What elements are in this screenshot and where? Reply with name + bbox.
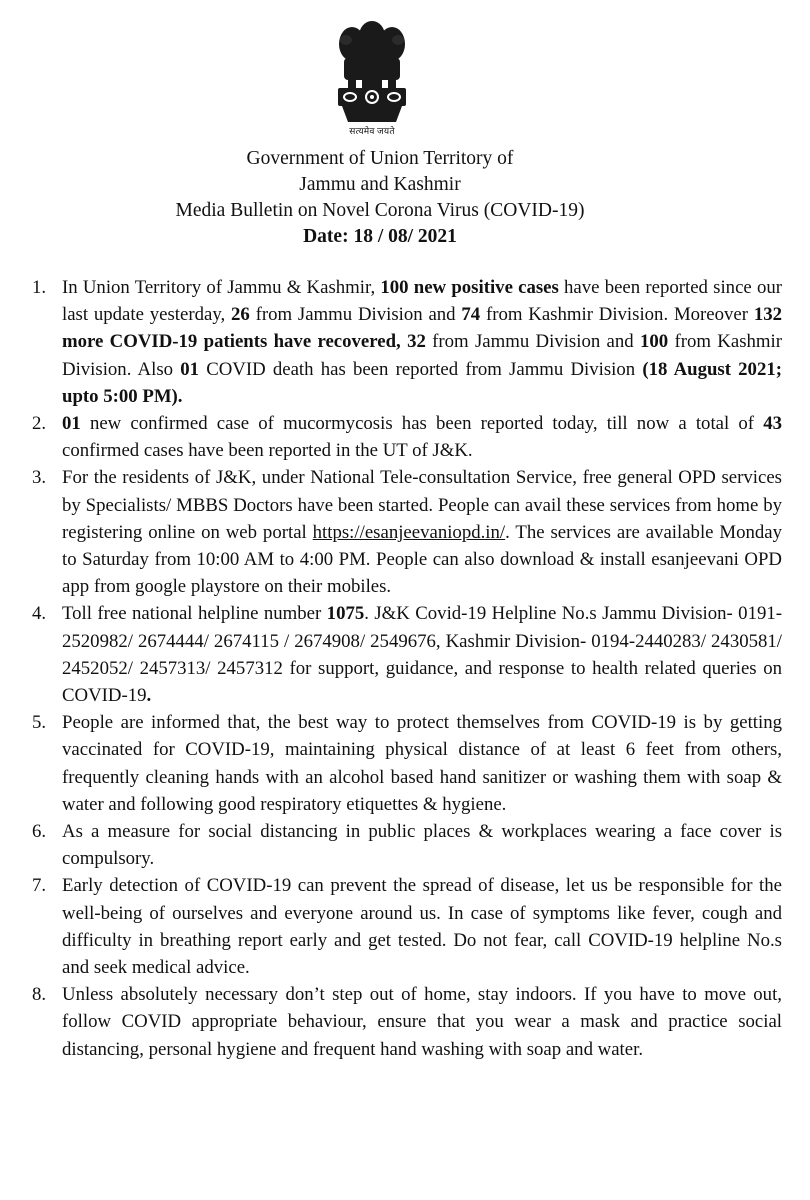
point-7 <box>0 872 810 981</box>
point-bold: . <box>146 685 152 707</box>
point-text: Toll free national helpline number <box>62 603 327 625</box>
point-bold: 01 <box>180 358 199 380</box>
point-1 <box>0 274 810 410</box>
point-bold: 100 <box>639 331 669 353</box>
bulletin-header <box>0 146 760 250</box>
national-emblem-icon <box>322 14 422 136</box>
point-number: 8. <box>32 984 47 1006</box>
portal-link[interactable]: https://esanjeevaniopd.in/ <box>312 521 506 543</box>
point-text: . The services are available Monday to Saturday from 10:00 AM to 4:00 PM. People can also download & install esanjeevani OPD app from google playstore on their mobiles. <box>62 521 782 598</box>
point-text: have been reported since our last update yesterday, <box>62 277 782 326</box>
point-5 <box>0 709 810 818</box>
point-text: As a measure for social distancing in public places & workplaces wearing a face cover is compulsory. <box>62 821 782 870</box>
point-number: 3. <box>32 467 47 489</box>
point-bold: 26 <box>231 304 250 326</box>
point-text: COVID death has been reported from Jammu Division <box>199 358 643 380</box>
point-bold: 132 more COVID-19 patients have recovered, <box>62 304 782 353</box>
point-text: . J&K Covid-19 Helpline No.s Jammu Division- 0191-2520982/ 2674444/ 2674115 / 2674908/ 2549676, Kashmir Division- 0194-2440283/ 2430581/ 2452052/ 2457313/ 2457312 for support, guidance, and response to health related queries on COVID-19 <box>62 603 782 707</box>
point-text: For the residents of J&K, under National Tele-consultation Service, free general OPD services by Specialists/ MBBS Doctors have been started. People can avail these services from home by registering online on web portal <box>62 467 782 543</box>
point-number: 4. <box>32 603 47 625</box>
header-government: Government of Union Territory of <box>246 148 514 169</box>
point-bold: 1075 <box>326 603 365 625</box>
point-text: confirmed cases have been reported in the UT of J&K. <box>62 440 473 462</box>
point-2 <box>0 410 810 464</box>
header-territory: Jammu and Kashmir <box>299 174 461 195</box>
point-3 <box>0 464 810 600</box>
bulletin-points <box>0 274 810 1063</box>
emblem-motto: सत्यमेव जयते <box>349 126 395 136</box>
point-number: 5. <box>32 712 47 734</box>
header-bulletin-title: Media Bulletin on Novel Corona Virus (COVID-19) <box>175 200 585 221</box>
point-text: new confirmed case of mucormycosis has been reported today, till now a total of <box>80 413 764 435</box>
point-text: In Union Territory of Jammu & Kashmir, <box>62 277 381 298</box>
point-text: Unless absolutely necessary don’t step out of home, stay indoors. If you have to move out, follow COVID appropriate behaviour, ensure that you wear a mask and practice social distancing, personal hygiene and frequent hand washing with soap and water. <box>62 984 782 1060</box>
point-bold: 32 <box>407 331 426 353</box>
point-text: from Jammu Division and <box>249 304 462 326</box>
point-number: 7. <box>32 875 47 897</box>
point-bold: 01 <box>62 413 81 435</box>
point-8 <box>0 981 810 1063</box>
point-text: People are informed that, the best way to protect themselves from COVID-19 is by getting vaccinated for COVID-19, maintaining physical distance of at least 6 feet from others, frequently cleaning hands with an alcohol based hand sanitizer or washing them with soap & water and following good respiratory etiquettes & hygiene. <box>62 712 782 815</box>
point-bold: 43 <box>763 413 782 435</box>
point-bold: (18 August 2021; upto 5:00 PM). <box>62 358 782 407</box>
point-4 <box>0 600 810 709</box>
point-number: 1. <box>32 277 47 298</box>
point-6 <box>0 818 810 872</box>
header-date: Date: 18 / 08/ 2021 <box>303 226 457 247</box>
point-text: Early detection of COVID-19 can prevent the spread of disease, let us be responsible for the well-being of ourselves and everyone around us. In case of symptoms like fever, cough and difficulty in breathing report early and get tested. Do not fear, call COVID-19 helpline No.s and seek medical advice. <box>62 875 782 979</box>
point-text: from Kashmir Division. Also <box>62 331 782 380</box>
point-number: 6. <box>32 821 47 843</box>
point-text: from Jammu Division and <box>425 331 640 353</box>
point-bold: 100 new positive cases <box>380 277 559 298</box>
point-number: 2. <box>32 413 47 435</box>
point-text: from Kashmir Division. Moreover <box>480 304 754 326</box>
point-bold: 74 <box>461 304 481 326</box>
